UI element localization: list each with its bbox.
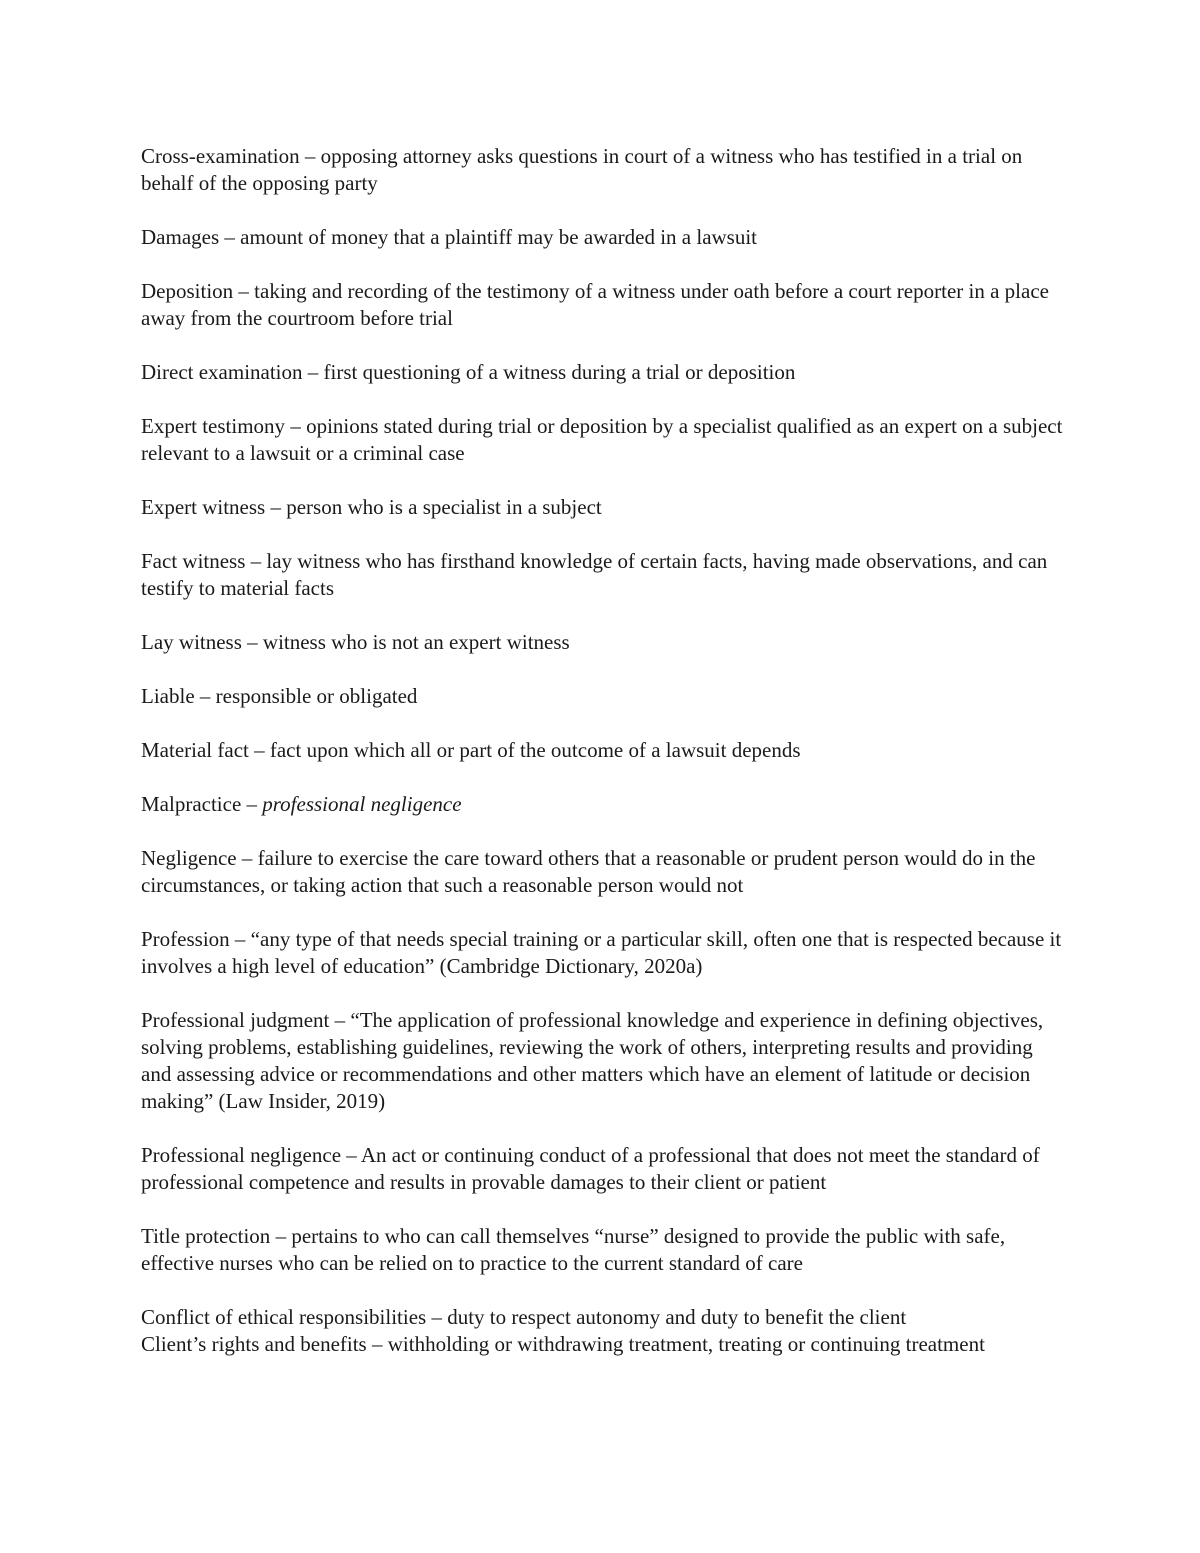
glossary-definition: professional negligence — [262, 792, 462, 816]
glossary-entry — [141, 1331, 1066, 1358]
glossary-term: Expert witness — [141, 495, 266, 519]
glossary-entry — [141, 413, 1066, 467]
term-separator: – — [275, 1224, 287, 1248]
term-separator: – — [254, 738, 265, 762]
term-separator: – — [246, 792, 258, 816]
glossary-term: Expert testimony — [141, 414, 286, 438]
glossary-definition: responsible or obligated — [215, 684, 418, 708]
term-separator: – — [238, 279, 249, 303]
glossary-entry — [141, 629, 1066, 656]
glossary-term: Deposition — [141, 279, 234, 303]
glossary-definition: lay witness who has firsthand knowledge of certain facts, having made observations, and can testify to material facts — [141, 549, 1048, 600]
glossary-entry — [141, 1007, 1066, 1115]
glossary-entry — [141, 359, 1066, 386]
term-separator: – — [371, 1332, 383, 1356]
glossary-definition: “any type of that needs special training or a particular skill, often one that is respected because it involves a high level of education” (Cambridge Dictionary, 2020a) — [141, 927, 1062, 978]
term-separator: – — [307, 360, 319, 384]
term-separator: – — [334, 1008, 346, 1032]
glossary-definition: first questioning of a witness during a trial or deposition — [323, 360, 796, 384]
term-separator: – — [431, 1305, 442, 1329]
glossary-entry — [141, 494, 1066, 521]
glossary-entry — [141, 926, 1066, 980]
term-separator: – — [304, 144, 316, 168]
glossary-term: Material fact — [141, 738, 249, 762]
term-separator: – — [290, 414, 301, 438]
glossary-entry — [141, 1304, 1066, 1331]
term-separator: – — [241, 846, 253, 870]
glossary-definition: duty to respect autonomy and duty to benefit the client — [447, 1305, 907, 1329]
glossary-definition: opposing attorney asks questions in court of a witness who has testified in a trial on behalf of the opposing party — [141, 144, 1023, 195]
glossary-definition: opinions stated during trial or deposition by a specialist qualified as an expert on a subject relevant to a lawsuit or a criminal case — [141, 414, 1063, 465]
glossary-term: Malpractice — [141, 792, 242, 816]
glossary-term: Professional negligence — [141, 1143, 342, 1167]
glossary-term: Negligence — [141, 846, 237, 870]
glossary-definition: pertains to who can call themselves “nurse” designed to provide the public with safe, effective nurses who can be relied on to practice to the current standard of care — [141, 1224, 1006, 1275]
glossary-definition: taking and recording of the testimony of a witness under oath before a court reporter in a place away from the courtroom before trial — [141, 279, 1049, 330]
glossary-term: Fact witness — [141, 549, 246, 573]
term-separator: – — [270, 495, 281, 519]
term-separator: – — [247, 630, 258, 654]
glossary-term: Professional judgment — [141, 1008, 330, 1032]
glossary-term: Lay witness — [141, 630, 242, 654]
glossary-entry — [141, 224, 1066, 251]
glossary-definition: fact upon which all or part of the outcome of a lawsuit depends — [269, 738, 801, 762]
glossary-entry — [141, 791, 1066, 818]
glossary-entry — [141, 548, 1066, 602]
term-separator: – — [224, 225, 235, 249]
glossary-definition: witness who is not an expert witness — [262, 630, 570, 654]
term-separator: – — [199, 684, 211, 708]
glossary-term: Profession — [141, 927, 230, 951]
glossary-list — [141, 143, 1066, 1385]
glossary-entry — [141, 737, 1066, 764]
glossary-term: Direct examination — [141, 360, 303, 384]
glossary-definition: withholding or withdrawing treatment, treating or continuing treatment — [387, 1332, 985, 1356]
glossary-term: Liable — [141, 684, 195, 708]
glossary-definition: amount of money that a plaintiff may be awarded in a lawsuit — [240, 225, 758, 249]
glossary-term: Title protection — [141, 1224, 271, 1248]
glossary-entry — [141, 278, 1066, 332]
glossary-term: Damages — [141, 225, 220, 249]
glossary-definition: person who is a specialist in a subject — [286, 495, 602, 519]
glossary-definition: An act or continuing conduct of a professional that does not meet the standard of professional competence and results in provable damages to their client or patient — [141, 1143, 1040, 1194]
glossary-definition: “The application of professional knowledge and experience in defining objectives, solving problems, establishing guidelines, reviewing the work of others, interpreting results and providing and assessing advice or recommendations and other matters which have an element of latitude or decision making” (Law Insider, 2019) — [141, 1008, 1044, 1113]
glossary-entry — [141, 845, 1066, 899]
glossary-entry — [141, 683, 1066, 710]
glossary-entry — [141, 1142, 1066, 1196]
glossary-definition: failure to exercise the care toward others that a reasonable or prudent person would do in the circumstances, or taking action that such a reasonable person would not — [141, 846, 1036, 897]
glossary-entry — [141, 1223, 1066, 1277]
glossary-term: Cross-examination — [141, 144, 300, 168]
term-separator: – — [234, 927, 246, 951]
glossary-term: Client’s rights and benefits — [141, 1332, 367, 1356]
glossary-entry — [141, 143, 1066, 197]
term-separator: – — [346, 1143, 357, 1167]
term-separator: – — [250, 549, 262, 573]
glossary-term: Conflict of ethical responsibilities — [141, 1305, 427, 1329]
